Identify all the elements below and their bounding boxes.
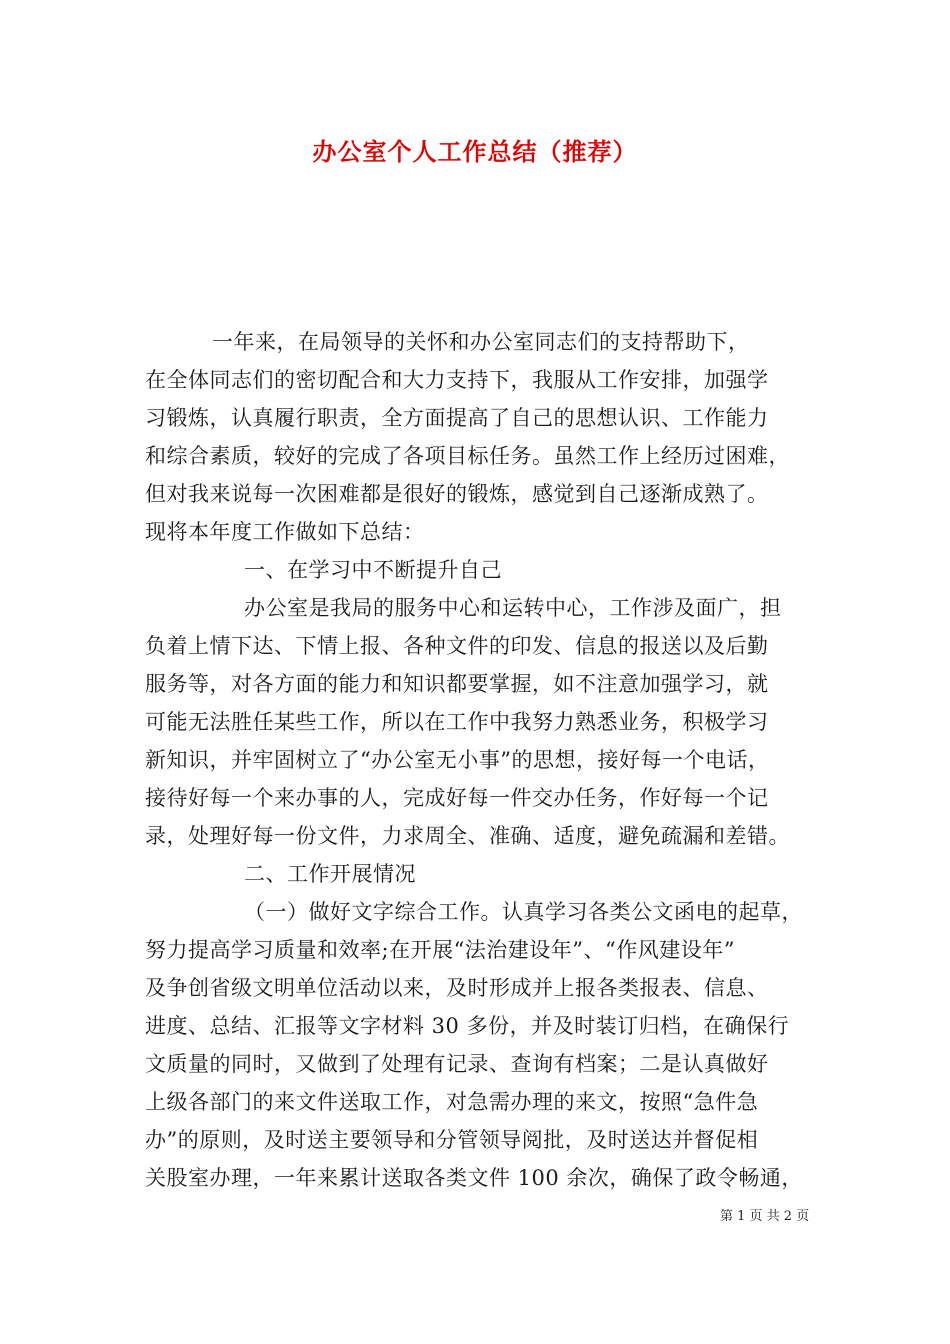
body-line: （一）做好文字综合工作。认真学习各类公文函电的起草， [244, 900, 803, 924]
body-line: 习锻炼，认真履行职责，全方面提高了自己的思想认识、工作能力 [145, 406, 769, 430]
body-line: 可能无法胜任某些工作，所以在工作中我努力熟悉业务，积极学习 [145, 710, 769, 734]
body-line: 负着上情下达、下情上报、各种文件的印发、信息的报送以及后勤 [145, 634, 769, 658]
section-heading: 一、在学习中不断提升自己 [244, 558, 502, 582]
document-title: 办公室个人工作总结（推荐） [312, 137, 638, 166]
body-line: 服务等，对各方面的能力和知识都要掌握，如不注意加强学习，就 [145, 672, 769, 696]
body-line: 努力提高学习质量和效率;在开展“法治建设年”、“作风建设年” [145, 938, 736, 962]
body-line: 办公室是我局的服务中心和运转中心，工作涉及面广，担 [244, 596, 782, 620]
body-line: 接待好每一个来办事的人，完成好每一件交办任务，作好每一个记 [145, 786, 769, 810]
body-line: 文质量的同时，又做到了处理有记录、查询有档案；二是认真做好 [145, 1052, 769, 1076]
body-line: 办”的原则，及时送主要领导和分管领导阅批，及时送达并督促相 [145, 1128, 759, 1152]
page-number: 第 1 页 共 2 页 [720, 1209, 810, 1224]
body-line: 录，处理好每一份文件，力求周全、准确、适度，避免疏漏和差错。 [145, 824, 790, 848]
section-heading: 二、工作开展情况 [244, 862, 416, 886]
body-line: 新知识，并牢固树立了“办公室无小事”的思想，接好每一个电话， [145, 748, 770, 772]
body-line: 及争创省级文明单位活动以来，及时形成并上报各类报表、信息、 [145, 976, 769, 1000]
body-line: 在全体同志们的密切配合和大力支持下，我服从工作安排，加强学 [145, 368, 769, 392]
body-line: 关股室办理，一年来累计送取各类文件 100 余次，确保了政令畅通， [145, 1166, 803, 1190]
body-line: 上级各部门的来文件送取工作，对急需办理的来文，按照“急件急 [145, 1090, 759, 1114]
body-line: 但对我来说每一次困难都是很好的锻炼，感觉到自己逐渐成熟了。 [145, 482, 769, 506]
body-line: 一年来，在局领导的关怀和办公室同志们的支持帮助下， [212, 330, 750, 354]
body-line: 进度、总结、汇报等文字材料 30 多份，并及时装订归档，在确保行 [145, 1014, 790, 1038]
body-line: 现将本年度工作做如下总结： [145, 520, 425, 544]
body-line: 和综合素质，较好的完成了各项目标任务。虽然工作上经历过困难， [145, 444, 790, 468]
